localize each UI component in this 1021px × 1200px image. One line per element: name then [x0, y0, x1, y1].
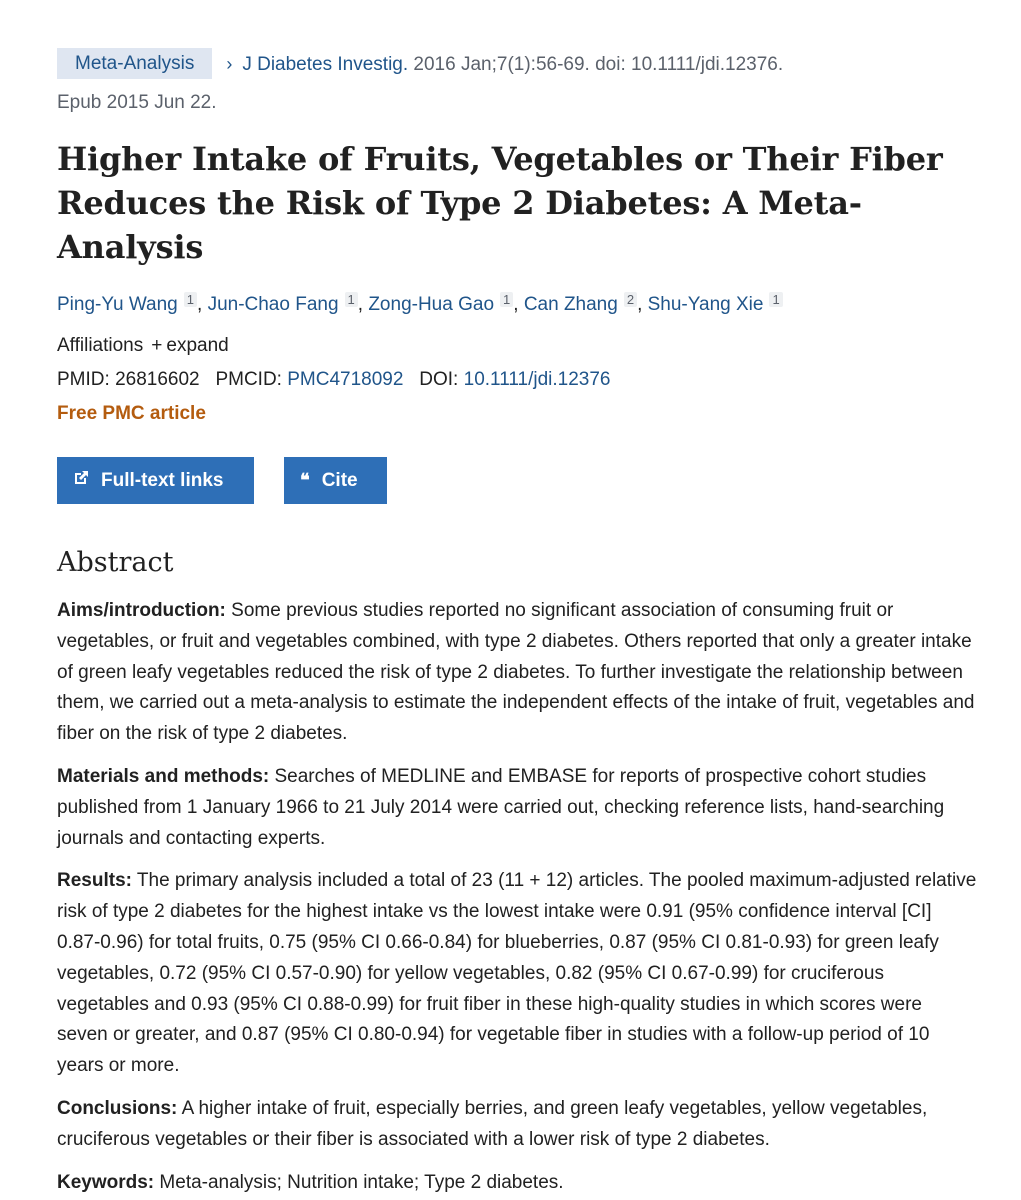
full-text-links-label: Full-text links: [101, 469, 224, 491]
article-title: Higher Intake of Fruits, Vegetables or Their Fiber Reduces the Risk of Type 2 Diabetes: A Meta-Analysis: [57, 140, 943, 266]
pmcid-link[interactable]: PMC4718092: [287, 369, 404, 390]
author-link[interactable]: Zong-Hua Gao: [368, 294, 495, 315]
abstract-section-text: A higher intake of fruit, especially berries, and green leafy vegetables, yellow vegetables, cruciferous vegetables or their fiber is associated with a lower risk of type 2 diabetes.: [57, 1097, 928, 1150]
pmcid-label: PMCID:: [215, 369, 282, 390]
publication-type-badge[interactable]: Meta-Analysis: [57, 48, 212, 79]
pmid-value: 26816602: [115, 369, 200, 390]
author-item: Can Zhang 2 ,: [523, 292, 648, 315]
author-item: Ping-Yu Wang 1 ,: [57, 292, 208, 315]
identifiers-row: [57, 363, 977, 397]
affiliation-ref[interactable]: 1: [184, 292, 197, 307]
affiliation-ref[interactable]: 1: [769, 292, 782, 307]
article-actions: [57, 457, 977, 504]
abstract-section-label: Materials and methods:: [57, 765, 270, 787]
article-page: [57, 48, 977, 1198]
abstract-section-label: Aims/introduction:: [57, 600, 226, 621]
abstract-section-text: Searches of MEDLINE and EMBASE for reports of prospective cohort studies published from 1 January 1966 to 21 July 2014 were carried out, checking reference lists, hand-searching journals and contacting experts.: [57, 765, 945, 849]
doi-link[interactable]: 10.1111/jdi.12376: [463, 369, 611, 390]
expand-label: expand: [166, 335, 229, 356]
author-link[interactable]: Can Zhang: [523, 294, 618, 315]
affiliation-ref[interactable]: 2: [624, 292, 637, 307]
abstract-methods: [57, 762, 977, 854]
journal-link[interactable]: J Diabetes Investig.: [242, 54, 409, 75]
plus-icon: +: [151, 335, 163, 356]
cite-label: Cite: [321, 469, 358, 491]
keywords-label: Keywords:: [57, 1171, 155, 1193]
affiliation-ref[interactable]: 1: [345, 292, 358, 307]
author-link[interactable]: Ping-Yu Wang: [57, 294, 178, 315]
doi-label: DOI:: [419, 369, 459, 390]
author-item: Zong-Hua Gao 1 ,: [368, 292, 524, 315]
abstract-section-text: The primary analysis included a total of 23 (11 + 12) articles. The pooled maximum-adjusted relative risk of type 2 diabetes for the highest intake vs the lowest intake were 0.91 (95% confidence interval [CI] 0.87-0.96) for total fruits, 0.75 (95% CI 0.66-0.84) for blueberries, 0.87 (95% CI 0.81-0.93) for green leafy vegetables, 0.72 (95% CI 0.57-0.90) for yellow vegetables, 0.82 (95% CI 0.67-0.99) for cruciferous vegetables and 0.93 (95% CI 0.88-0.99) for fruit fiber in these high-quality studies in which scores were seven or greater, and 0.87 (95% CI 0.80-0.94) for vegetable fiber in studies with a follow-up period of 10 years or more.: [57, 870, 977, 1077]
chevron-right-icon: ›: [226, 54, 233, 74]
keywords: [57, 1168, 977, 1199]
citation-line: [57, 48, 977, 119]
author-link[interactable]: Shu-Yang Xie: [647, 294, 764, 315]
author-item: [648, 294, 783, 315]
cite-button[interactable]: [284, 457, 387, 504]
quote-icon: ❝: [300, 470, 310, 490]
abstract-section-label: Conclusions:: [57, 1097, 178, 1119]
abstract-conclusions: [57, 1094, 977, 1156]
abstract-results: [57, 866, 977, 1082]
full-text-links-button[interactable]: [57, 457, 254, 504]
free-pmc-article-label: Free PMC article: [57, 403, 206, 424]
author-list: [57, 291, 977, 319]
keywords-text: Meta-analysis; Nutrition intake; Type 2 diabetes.: [154, 1171, 564, 1193]
abstract-section-text: Some previous studies reported no significant association of consuming fruit or vegetables, or fruit and vegetables combined, with type 2 diabetes. Others reported that only a greater intake of green leafy vegetables reduced the risk of type 2 diabetes. To further investigate the relationship between them, we carried out a meta-analysis to estimate the independent effects of the intake of fruit, vegetables and fiber on the risk of type 2 diabetes.: [57, 600, 975, 745]
citation-details: 2016 Jan;7(1):56-69. doi: 10.1111/jdi.12376.: [408, 54, 784, 75]
abstract-aims: [57, 596, 977, 750]
affiliations-label: Affiliations: [57, 335, 144, 356]
external-link-icon: [73, 470, 89, 491]
affiliations-toggle[interactable]: [57, 329, 977, 363]
abstract-section-label: Results:: [57, 870, 132, 892]
author-item: Jun-Chao Fang 1 ,: [207, 292, 369, 315]
abstract-heading: Abstract: [57, 547, 174, 578]
affiliation-ref[interactable]: 1: [500, 292, 513, 307]
author-link[interactable]: Jun-Chao Fang: [207, 294, 339, 315]
pmid-label: PMID:: [57, 369, 110, 390]
epub-date: Epub 2015 Jun 22.: [57, 92, 217, 113]
